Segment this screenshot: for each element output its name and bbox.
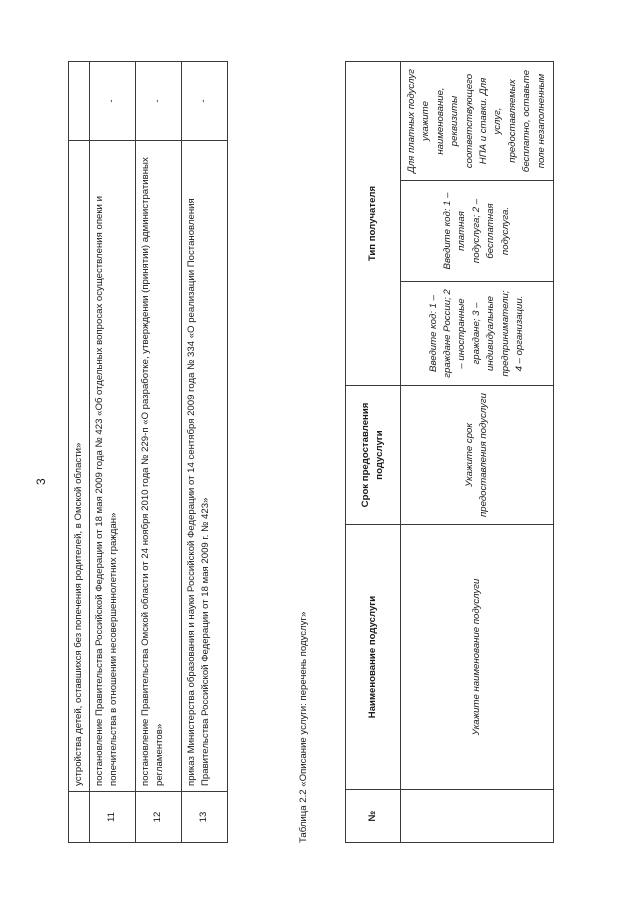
table-row <box>181 62 227 843</box>
legal-acts-table <box>68 61 228 843</box>
header-recipient: Тип получателя <box>346 62 401 386</box>
recipient-code: Введите код: 1 – граждане России; 2 – иностранные граждане; 3 – индивидуальные предприниматели; 4 – организации. <box>401 282 554 386</box>
table-row <box>401 62 554 843</box>
row-number: 11 <box>89 792 135 843</box>
header-name: Наименование подуслуги <box>346 525 401 790</box>
table-caption: Таблица 2.2 «Описание услуги: перечень подуслуг» <box>298 611 309 843</box>
row-number: 12 <box>135 792 181 843</box>
header-num: № <box>346 790 401 843</box>
table-row <box>89 62 135 843</box>
payment-code: Введите код: 1 – платная подуслуга; 2 – бесплатная подуслуга. <box>401 181 554 282</box>
table-row <box>135 62 181 843</box>
row-value: - <box>89 62 135 141</box>
row-value: - <box>181 62 227 141</box>
act-text: постановление Правительства Российской Федерации от 18 мая 2009 года № 423 «Об отдельных вопросах осуществления опеки и попечительства в отношении несовершеннолетних граждан» <box>89 141 135 792</box>
page-number: 3 <box>34 478 48 485</box>
header-srok: Срок предоставления подуслуги <box>346 386 401 525</box>
table-row <box>69 62 90 843</box>
subservices-table <box>345 61 554 843</box>
act-text: приказ Министерства образования и науки Российской Федерации от 14 сентября 2009 года № 334 «О реализации Постановления Правительства Российской Федерации от 18 мая 2009 г. № 423» <box>181 141 227 792</box>
act-text: постановление Правительства Омской области от 24 ноября 2010 года № 229-п «О разработке, утверждении (принятии) административных регламентов» <box>135 141 181 792</box>
row-number: 13 <box>181 792 227 843</box>
row-value: - <box>135 62 181 141</box>
header-row <box>346 62 401 843</box>
subservice-name: Укажите наименование подуслуги <box>401 525 554 790</box>
subservice-srok: Укажите срок предоставления подуслуги <box>401 386 554 525</box>
continuation-text: устройства детей, оставшихся без попечения родителей, в Омской области» <box>69 141 90 792</box>
npa-note: Для платных подуслуг укажите наименование, реквизиты соответствующего НПА и ставки. Для услуг, предоставляемых бесплатно, оставьте поле незаполненным <box>401 62 554 181</box>
